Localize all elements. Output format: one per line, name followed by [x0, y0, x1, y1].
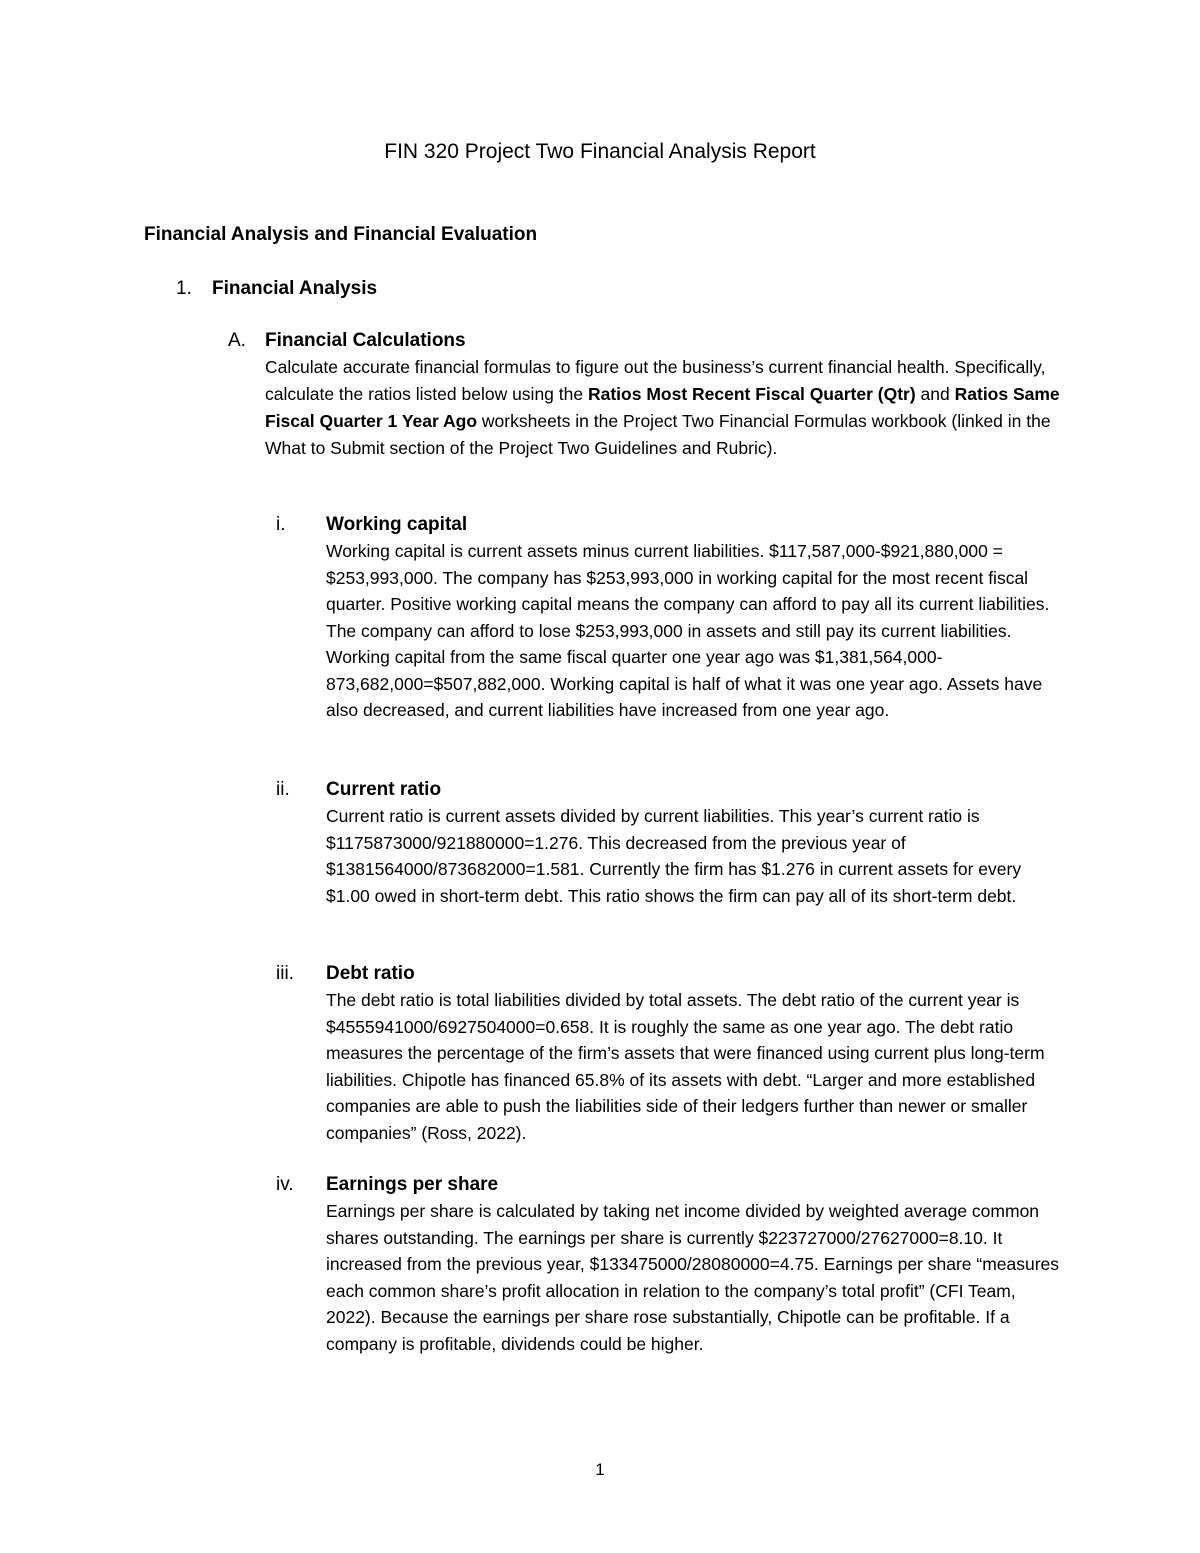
page-number: 1	[595, 1460, 605, 1479]
document-title: FIN 320 Project Two Financial Analysis Report	[384, 140, 816, 163]
subsection-body-text-3: worksheets in the Project Two Financial Formulas workbook (linked in the What to Submit section of the Project Two Guidelines and Rubric).	[265, 411, 1051, 458]
subsection-body-bold-2: Ratios Same Fiscal Quarter 1 Year Ago	[265, 384, 1060, 431]
section-heading: Financial Analysis and Financial Evaluation	[144, 224, 538, 245]
subsection-marker: A.	[228, 330, 246, 351]
subsection-body-bold-1: Ratios Most Recent Fiscal Quarter (Qtr)	[587, 384, 916, 404]
numbered-heading-label: Financial Analysis	[212, 278, 378, 299]
list-item-body: Earnings per share is calculated by taking net income divided by weighted average common shares outstanding. The earnings per share is currently $223727000/27627000=8.10. It increased from the previous year, $133475000/28080000=4.75. Earnings per share “measures each common share’s profit allocation in relation to the company’s total profit” (CFI Team, 2022). Because the earnings per share rose substantially, Chipotle can be profitable. If a company is profitable, dividends could be higher.	[326, 1201, 1060, 1354]
subsection-title: Financial Calculations	[265, 330, 466, 351]
list-item-marker: iv.	[276, 1174, 294, 1195]
list-item-body: Working capital is current assets minus current liabilities. $117,587,000-$921,880,000 = $253,993,000. The company has $253,993,000 in working capital for the most recent fiscal quarter. Positive working capital means the company can afford to pay all its current liabilities. The company can afford to lose $253,993,000 in assets and still pay its current liabilities. Working capital from the same fiscal quarter one year ago was $1,381,564,000-873,682,000=$507,882,000. Working capital is half of what it was one year ago. Assets have also decreased, and current liabilities have increased from one year ago.	[326, 541, 1050, 720]
list-item-body: The debt ratio is total liabilities divided by total assets. The debt ratio of the current year is $4555941000/6927504000=0.658. It is roughly the same as one year ago. The debt ratio measures the percentage of the firm’s assets that were financed using current plus long-term liabilities. Chipotle has financed 65.8% of its assets with debt. “Larger and more established companies are able to push the liabilities side of their ledgers further than newer or smaller companies” (Ross, 2022).	[326, 990, 1045, 1143]
numbered-heading-marker: 1.	[176, 278, 192, 299]
list-item-body: Current ratio is current assets divided by current liabilities. This year’s current ratio is $1175873000/921880000=1.276. This decreased from the previous year of $1381564000/873682000=1.581. Currently the firm has $1.276 in current assets for every $1.00 owed in short-term debt. This ratio shows the firm can pay all of its short-term debt.	[326, 806, 1022, 906]
subsection-body-text-1: Calculate accurate financial formulas to figure out the business’s current financial health. Specifically, calculate the ratios listed below using the	[265, 357, 1046, 404]
list-item-title: Working capital	[326, 514, 468, 535]
subsection-body	[265, 354, 1065, 462]
list-item-marker: i.	[276, 514, 286, 535]
subsection-body-text-2: and	[915, 384, 955, 404]
list-item-title: Earnings per share	[326, 1174, 499, 1195]
list-item-title: Debt ratio	[326, 963, 415, 984]
list-item-title: Current ratio	[326, 779, 442, 800]
list-item-marker: ii.	[276, 779, 290, 800]
list-item-marker: iii.	[276, 963, 294, 984]
